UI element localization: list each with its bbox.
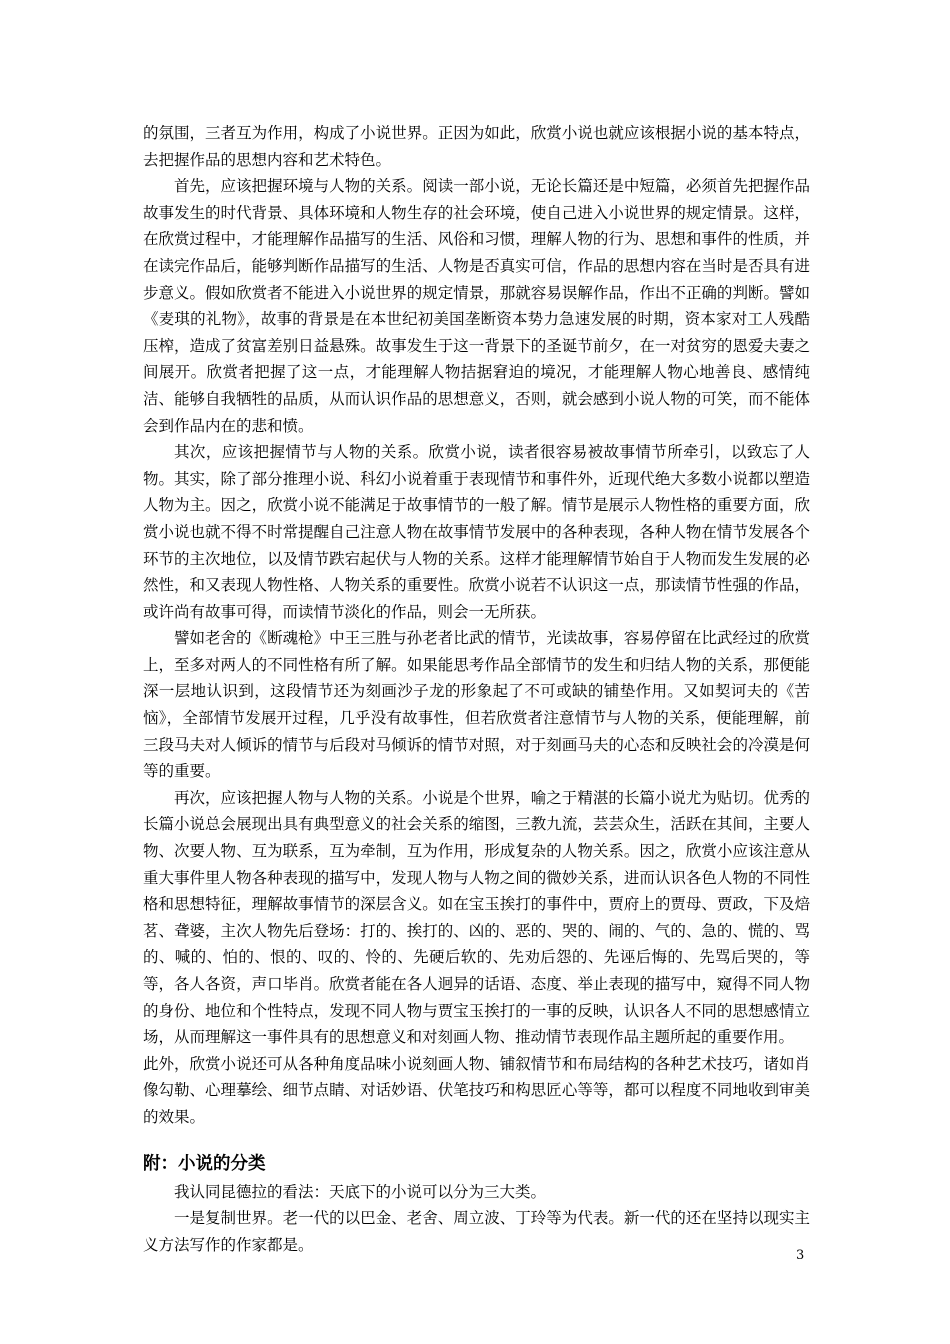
paragraph-plot-and-character: 其次，应该把握情节与人物的关系。欣赏小说，读者很容易被故事情节所牵引，以致忘了人物。其实，除了部分推理小说、科幻小说着重于表现情节和事件外，近现代绝大多数小说都以塑造人物为主。因之，欣赏小说不能满足于故事情节的一般了解。情节是展示人物性格的重要方面，欣赏小说也就不得不时常提醒自己注意人物在故事情节发展中的各种表现，各种人物在情节发展各个环节的主次地位，以及情节跌宕起伏与人物的关系。这样才能理解情节始自于人物而发生发展的必然性，和又表现人物性格、人物关系的重要性。欣赏小说若不认识这一点，那读情节性强的作品，或许尚有故事可得，而读情节淡化的作品，则会一无所获。 [143, 443, 810, 621]
paragraph-character-relations: 再次，应该把握人物与人物的关系。小说是个世界，喻之于精湛的长篇小说尤为贴切。优秀的长篇小说总会展现出具有典型意义的社会关系的缩图，三教九流，芸芸众生，活跃在其间，主要人物、次要人物、互为联系，互为牵制，互为作用，形成复杂的人物关系。因之，欣赏小应该注意从重大事件里人物各种表现的描写中，发现人物与人物之间的微妙关系，进而认识各色人物的不同性格和思想特征，理解故事情节的深层含义。如在宝玉挨打的事件中，贾府上的贾母、贾政，下及焙茗、聋婆，主次人物先后登场：打的、挨打的、凶的、恶的、哭的、闹的、气的、急的、慌的、骂的、喊的、怕的、恨的、叹的、怜的、先硬后软的、先劝后怨的、先诬后悔的、先骂后哭的，等等，各人各资，声口毕肖。欣赏者能在各人迥异的话语、态度、举止表现的描写中，窥得不同人物的身份、地位和个性特点，发现不同人物与贾宝玉挨打的一事的反映，认识各人不同的思想感情立场，从而理解这一事件具有的思想意义和对刻画人物、推动情节表现作品主题所起的重要作用。 [143, 788, 810, 1047]
page-number: 3 [796, 1248, 805, 1263]
paragraph-examples-laoshe-chekhov: 譬如老舍的《断魂枪》中王三胜与孙老者比武的情节，光读故事，容易停留在比武经过的欣赏上，至多对两人的不同性格有所了解。如果能思考作品全部情节的发生和归结人物的关系，那便能深一层地认识到，这段情节还为刻画沙子龙的形象起了不可或缺的铺垫作用。又如契诃夫的《苦恼》，全部情节发展开过程，几乎没有故事性，但若欣赏者注意情节与人物的关系，便能理解，前三段马夫对人倾诉的情节与后段对马倾诉的情节对照，对于刻画马夫的心态和反映社会的冷漠是何等的重要。 [143, 629, 810, 781]
appendix-paragraph-replicate-world: 一是复制世界。老一代的以巴金、老舍、周立波、丁玲等为代表。新一代的还在坚持以现实主义方法写作的作家都是。 [143, 1209, 810, 1254]
appendix-heading: 附：小说的分类 [143, 1153, 266, 1174]
paragraph-intro-continued: 的氛围，三者互为作用，构成了小说世界。正因为如此，欣赏小说也就应该根据小说的基本特点，去把握作品的思想内容和艺术特色。 [143, 124, 810, 169]
paragraph-artistic-techniques: 此外，欣赏小说还可从各种角度品味小说刻画人物、铺叙情节和布局结构的各种艺术技巧，诸如肖像勾勒、心理摹绘、细节点睛、对话妙语、伏笔技巧和构思匠心等等，都可以程度不同地收到审美的效果。 [143, 1054, 810, 1126]
document-body [143, 120, 810, 1258]
paragraph-environment-and-character: 首先，应该把握环境与人物的关系。阅读一部小说，无论长篇还是中短篇，必须首先把握作品故事发生的时代背景、具体环境和人物生存的社会环境，使自己进入小说世界的规定情景。这样，在欣赏过程中，才能理解作品描写的生活、风俗和习惯，理解人物的行为、思想和事件的性质，并在读完作品后，能够判断作品描写的生活、人物是否真实可信，作品的思想内容在当时是否具有进步意义。假如欣赏者不能进入小说世界的规定情景，那就容易误解作品，作出不正确的判断。譬如《麦琪的礼物》，故事的背景是在本世纪初美国垄断资本势力急速发展的时期，资本家对工人残酷压榨，造成了贫富差别日益悬殊。故事发生于这一背景下的圣诞节前夕，在一对贫穷的恩爱夫妻之间展开。欣赏者把握了这一点，才能理解人物拮据窘迫的境况，才能理解人物心地善良、感情纯洁、能够自我牺牲的品质，从而认识作品的思想意义，否则，就会感到小说人物的可笑，而不能体会到作品内在的悲和愤。 [143, 177, 810, 435]
appendix-paragraph-kundera: 我认同昆德拉的看法：天底下的小说可以分为三大类。 [174, 1182, 547, 1201]
